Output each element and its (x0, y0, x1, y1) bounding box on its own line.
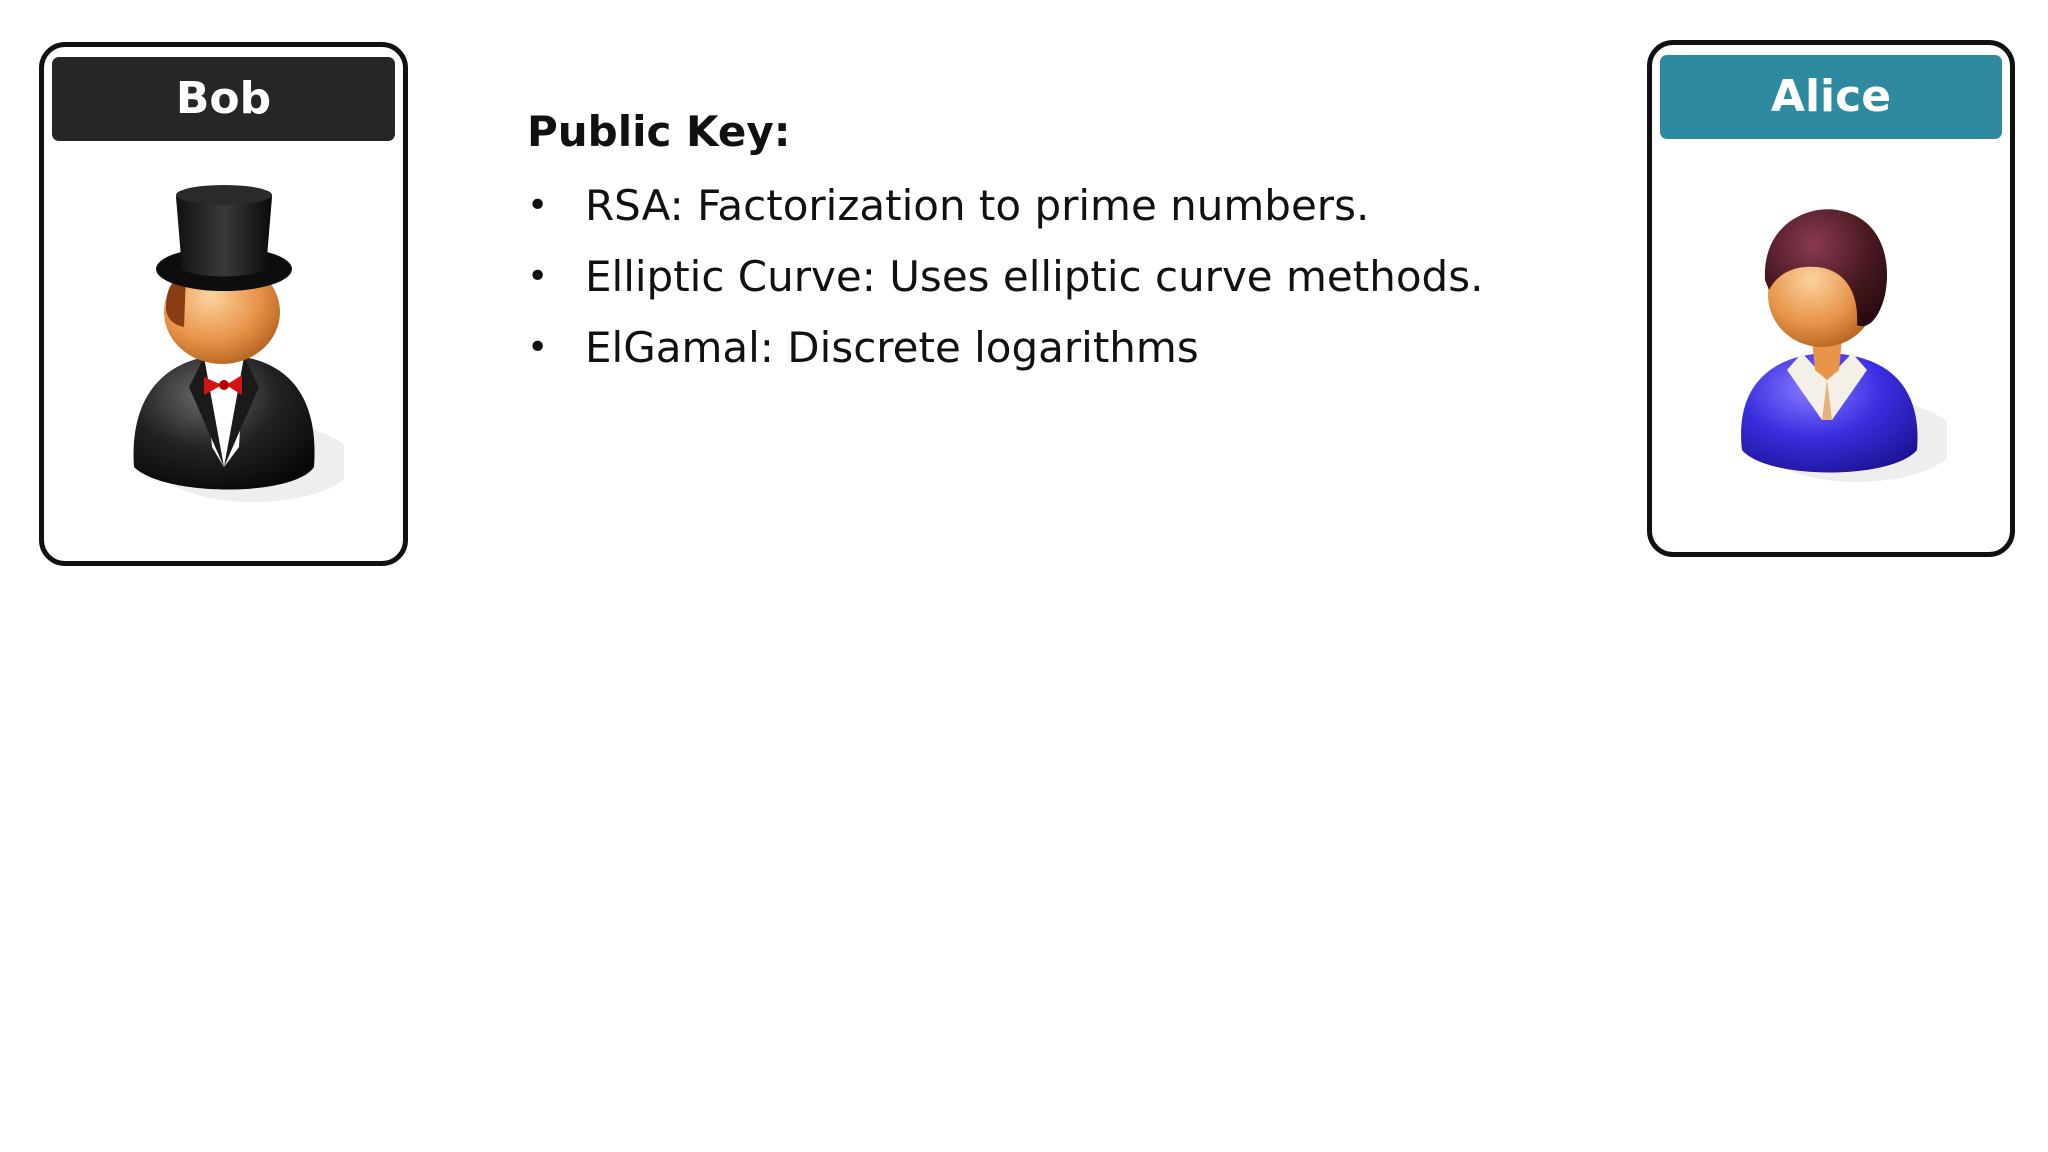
alice-name-label: Alice (1660, 55, 2002, 139)
list-item (527, 312, 1627, 383)
bullet-dot: • (527, 327, 549, 368)
bob-card (39, 42, 408, 566)
list-item (527, 170, 1627, 241)
bullet-list (527, 170, 1627, 383)
bob-top-hat-person-icon (104, 177, 344, 517)
bullet-text: RSA: Factorization to prime numbers. (585, 181, 1370, 230)
bullet-text: ElGamal: Discrete logarithms (585, 323, 1199, 372)
list-item (527, 241, 1627, 312)
bob-name-label: Bob (52, 57, 395, 141)
alice-card (1647, 40, 2015, 557)
bullet-dot: • (527, 185, 549, 226)
bullet-text: Elliptic Curve: Uses elliptic curve methods. (585, 252, 1484, 301)
content-title: Public Key: (527, 107, 791, 156)
bullet-dot: • (527, 256, 549, 297)
alice-person-icon (1707, 175, 1947, 515)
public-key-content (527, 100, 1627, 383)
